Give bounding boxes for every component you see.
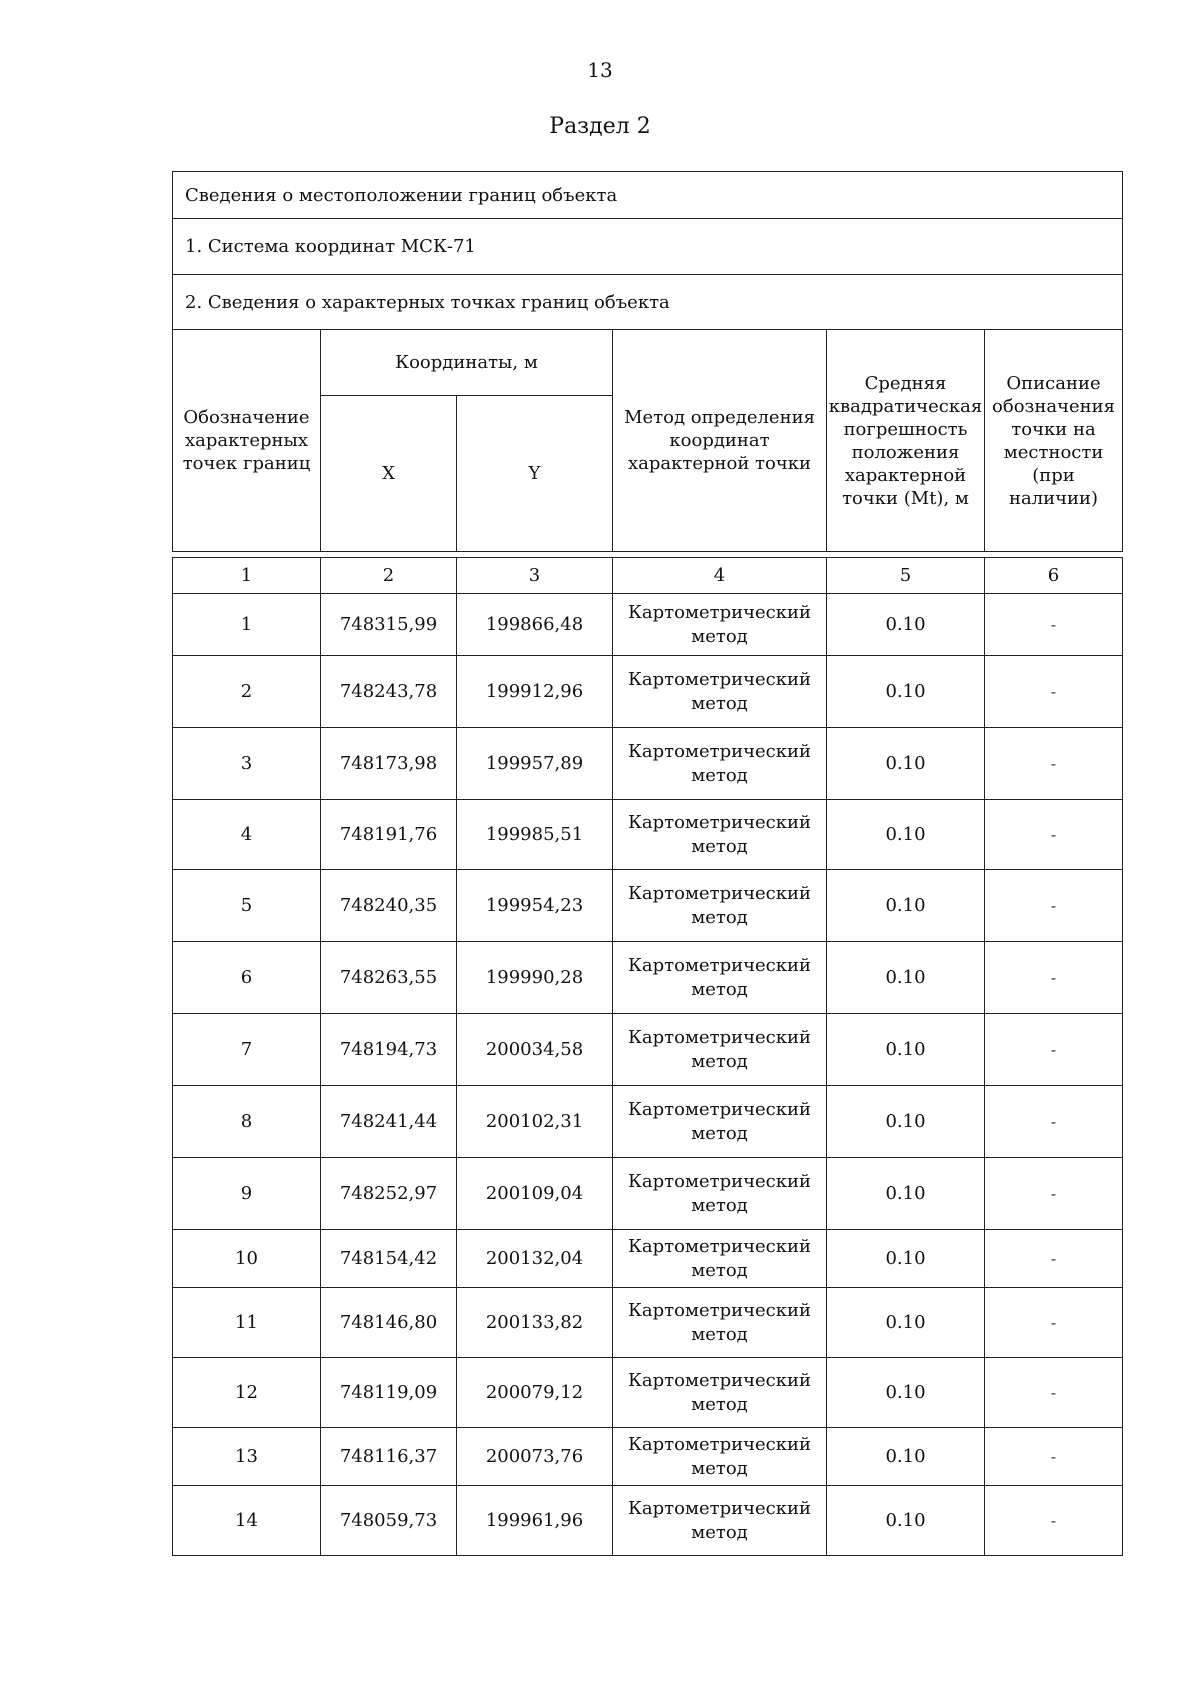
column-numbers-row — [173, 558, 1123, 594]
y-coordinate: 199985,51 — [457, 800, 613, 870]
x-coordinate: 748194,73 — [321, 1014, 457, 1086]
page-number: 13 — [587, 58, 613, 82]
point-number: 7 — [173, 1014, 321, 1086]
point-number: 6 — [173, 942, 321, 1014]
column-number: 6 — [985, 558, 1123, 594]
point-description: - — [985, 728, 1123, 800]
col-y: Y — [457, 396, 613, 552]
accuracy-mt: 0.10 — [827, 594, 985, 656]
y-coordinate: 200102,31 — [457, 1086, 613, 1158]
point-number: 14 — [173, 1486, 321, 1556]
table-row — [173, 1158, 1123, 1230]
y-coordinate: 199961,96 — [457, 1486, 613, 1556]
method: Картометрический метод — [613, 1288, 827, 1358]
x-coordinate: 748154,42 — [321, 1230, 457, 1288]
table-row — [173, 656, 1123, 728]
y-coordinate: 199954,23 — [457, 870, 613, 942]
table-row — [173, 1086, 1123, 1158]
accuracy-mt: 0.10 — [827, 870, 985, 942]
accuracy-mt: 0.10 — [827, 942, 985, 1014]
accuracy-mt: 0.10 — [827, 728, 985, 800]
point-number: 13 — [173, 1428, 321, 1486]
table-row — [173, 1230, 1123, 1288]
method: Картометрический метод — [613, 870, 827, 942]
y-coordinate: 200133,82 — [457, 1288, 613, 1358]
point-number: 5 — [173, 870, 321, 942]
table-row — [173, 1014, 1123, 1086]
y-coordinate: 200034,58 — [457, 1014, 613, 1086]
column-number: 5 — [827, 558, 985, 594]
x-coordinate: 748252,97 — [321, 1158, 457, 1230]
point-description: - — [985, 870, 1123, 942]
method: Картометрический метод — [613, 1358, 827, 1428]
x-coordinate: 748191,76 — [321, 800, 457, 870]
accuracy-mt: 0.10 — [827, 1428, 985, 1486]
accuracy-mt: 0.10 — [827, 1230, 985, 1288]
points-table — [172, 557, 1123, 1556]
x-coordinate: 748315,99 — [321, 594, 457, 656]
x-coordinate: 748119,09 — [321, 1358, 457, 1428]
accuracy-mt: 0.10 — [827, 1086, 985, 1158]
column-number: 1 — [173, 558, 321, 594]
point-description: - — [985, 1486, 1123, 1556]
point-number: 4 — [173, 800, 321, 870]
table-row — [173, 1486, 1123, 1556]
point-description: - — [985, 1428, 1123, 1486]
y-coordinate: 199866,48 — [457, 594, 613, 656]
y-coordinate: 199957,89 — [457, 728, 613, 800]
point-number: 3 — [173, 728, 321, 800]
col-point-designation: Обозначение характерных точек границ — [173, 330, 321, 552]
point-description: - — [985, 1288, 1123, 1358]
object-boundaries-title: Сведения о местоположении границ объекта — [173, 172, 1123, 219]
x-coordinate: 748241,44 — [321, 1086, 457, 1158]
point-number: 12 — [173, 1358, 321, 1428]
col-x: X — [321, 396, 457, 552]
accuracy-mt: 0.10 — [827, 1358, 985, 1428]
y-coordinate: 200073,76 — [457, 1428, 613, 1486]
table-row — [173, 1358, 1123, 1428]
accuracy-mt: 0.10 — [827, 656, 985, 728]
method: Картометрический метод — [613, 1428, 827, 1486]
col-coordinates: Координаты, м — [321, 330, 613, 396]
x-coordinate: 748240,35 — [321, 870, 457, 942]
table-row — [173, 1288, 1123, 1358]
table-row — [173, 870, 1123, 942]
point-number: 11 — [173, 1288, 321, 1358]
y-coordinate: 200132,04 — [457, 1230, 613, 1288]
method: Картометрический метод — [613, 1086, 827, 1158]
point-description: - — [985, 594, 1123, 656]
column-number: 2 — [321, 558, 457, 594]
col-description: Описание обозначения точки на местности (при наличии) — [985, 330, 1123, 552]
point-number: 10 — [173, 1230, 321, 1288]
table-row — [173, 942, 1123, 1014]
method: Картометрический метод — [613, 594, 827, 656]
point-number: 9 — [173, 1158, 321, 1230]
x-coordinate: 748116,37 — [321, 1428, 457, 1486]
method: Картометрический метод — [613, 1486, 827, 1556]
method: Картометрический метод — [613, 942, 827, 1014]
x-coordinate: 748243,78 — [321, 656, 457, 728]
y-coordinate: 199912,96 — [457, 656, 613, 728]
point-description: - — [985, 942, 1123, 1014]
method: Картометрический метод — [613, 656, 827, 728]
accuracy-mt: 0.10 — [827, 800, 985, 870]
point-description: - — [985, 800, 1123, 870]
method: Картометрический метод — [613, 1158, 827, 1230]
column-number: 3 — [457, 558, 613, 594]
table-row — [173, 728, 1123, 800]
x-coordinate: 748059,73 — [321, 1486, 457, 1556]
accuracy-mt: 0.10 — [827, 1288, 985, 1358]
point-description: - — [985, 656, 1123, 728]
method: Картометрический метод — [613, 1014, 827, 1086]
accuracy-mt: 0.10 — [827, 1014, 985, 1086]
point-number: 1 — [173, 594, 321, 656]
x-coordinate: 748146,80 — [321, 1288, 457, 1358]
accuracy-mt: 0.10 — [827, 1158, 985, 1230]
points-title: 2. Сведения о характерных точках границ объекта — [173, 275, 1123, 330]
point-description: - — [985, 1358, 1123, 1428]
y-coordinate: 200109,04 — [457, 1158, 613, 1230]
col-accuracy: Средняя квадратическая погрешность положения характерной точки (Mt), м — [827, 330, 985, 552]
accuracy-mt: 0.10 — [827, 1486, 985, 1556]
table-row — [173, 1428, 1123, 1486]
column-number: 4 — [613, 558, 827, 594]
x-coordinate: 748173,98 — [321, 728, 457, 800]
col-method: Метод определения координат характерной точки — [613, 330, 827, 552]
point-description: - — [985, 1158, 1123, 1230]
method: Картометрический метод — [613, 800, 827, 870]
method: Картометрический метод — [613, 728, 827, 800]
point-description: - — [985, 1086, 1123, 1158]
point-description: - — [985, 1230, 1123, 1288]
table-row — [173, 594, 1123, 656]
point-number: 2 — [173, 656, 321, 728]
point-description: - — [985, 1014, 1123, 1086]
table-row — [173, 800, 1123, 870]
section-title: Раздел 2 — [549, 114, 651, 139]
y-coordinate: 199990,28 — [457, 942, 613, 1014]
point-number: 8 — [173, 1086, 321, 1158]
x-coordinate: 748263,55 — [321, 942, 457, 1014]
method: Картометрический метод — [613, 1230, 827, 1288]
y-coordinate: 200079,12 — [457, 1358, 613, 1428]
header-table — [172, 171, 1123, 552]
coordinate-system: 1. Система координат МСК-71 — [173, 219, 1123, 275]
